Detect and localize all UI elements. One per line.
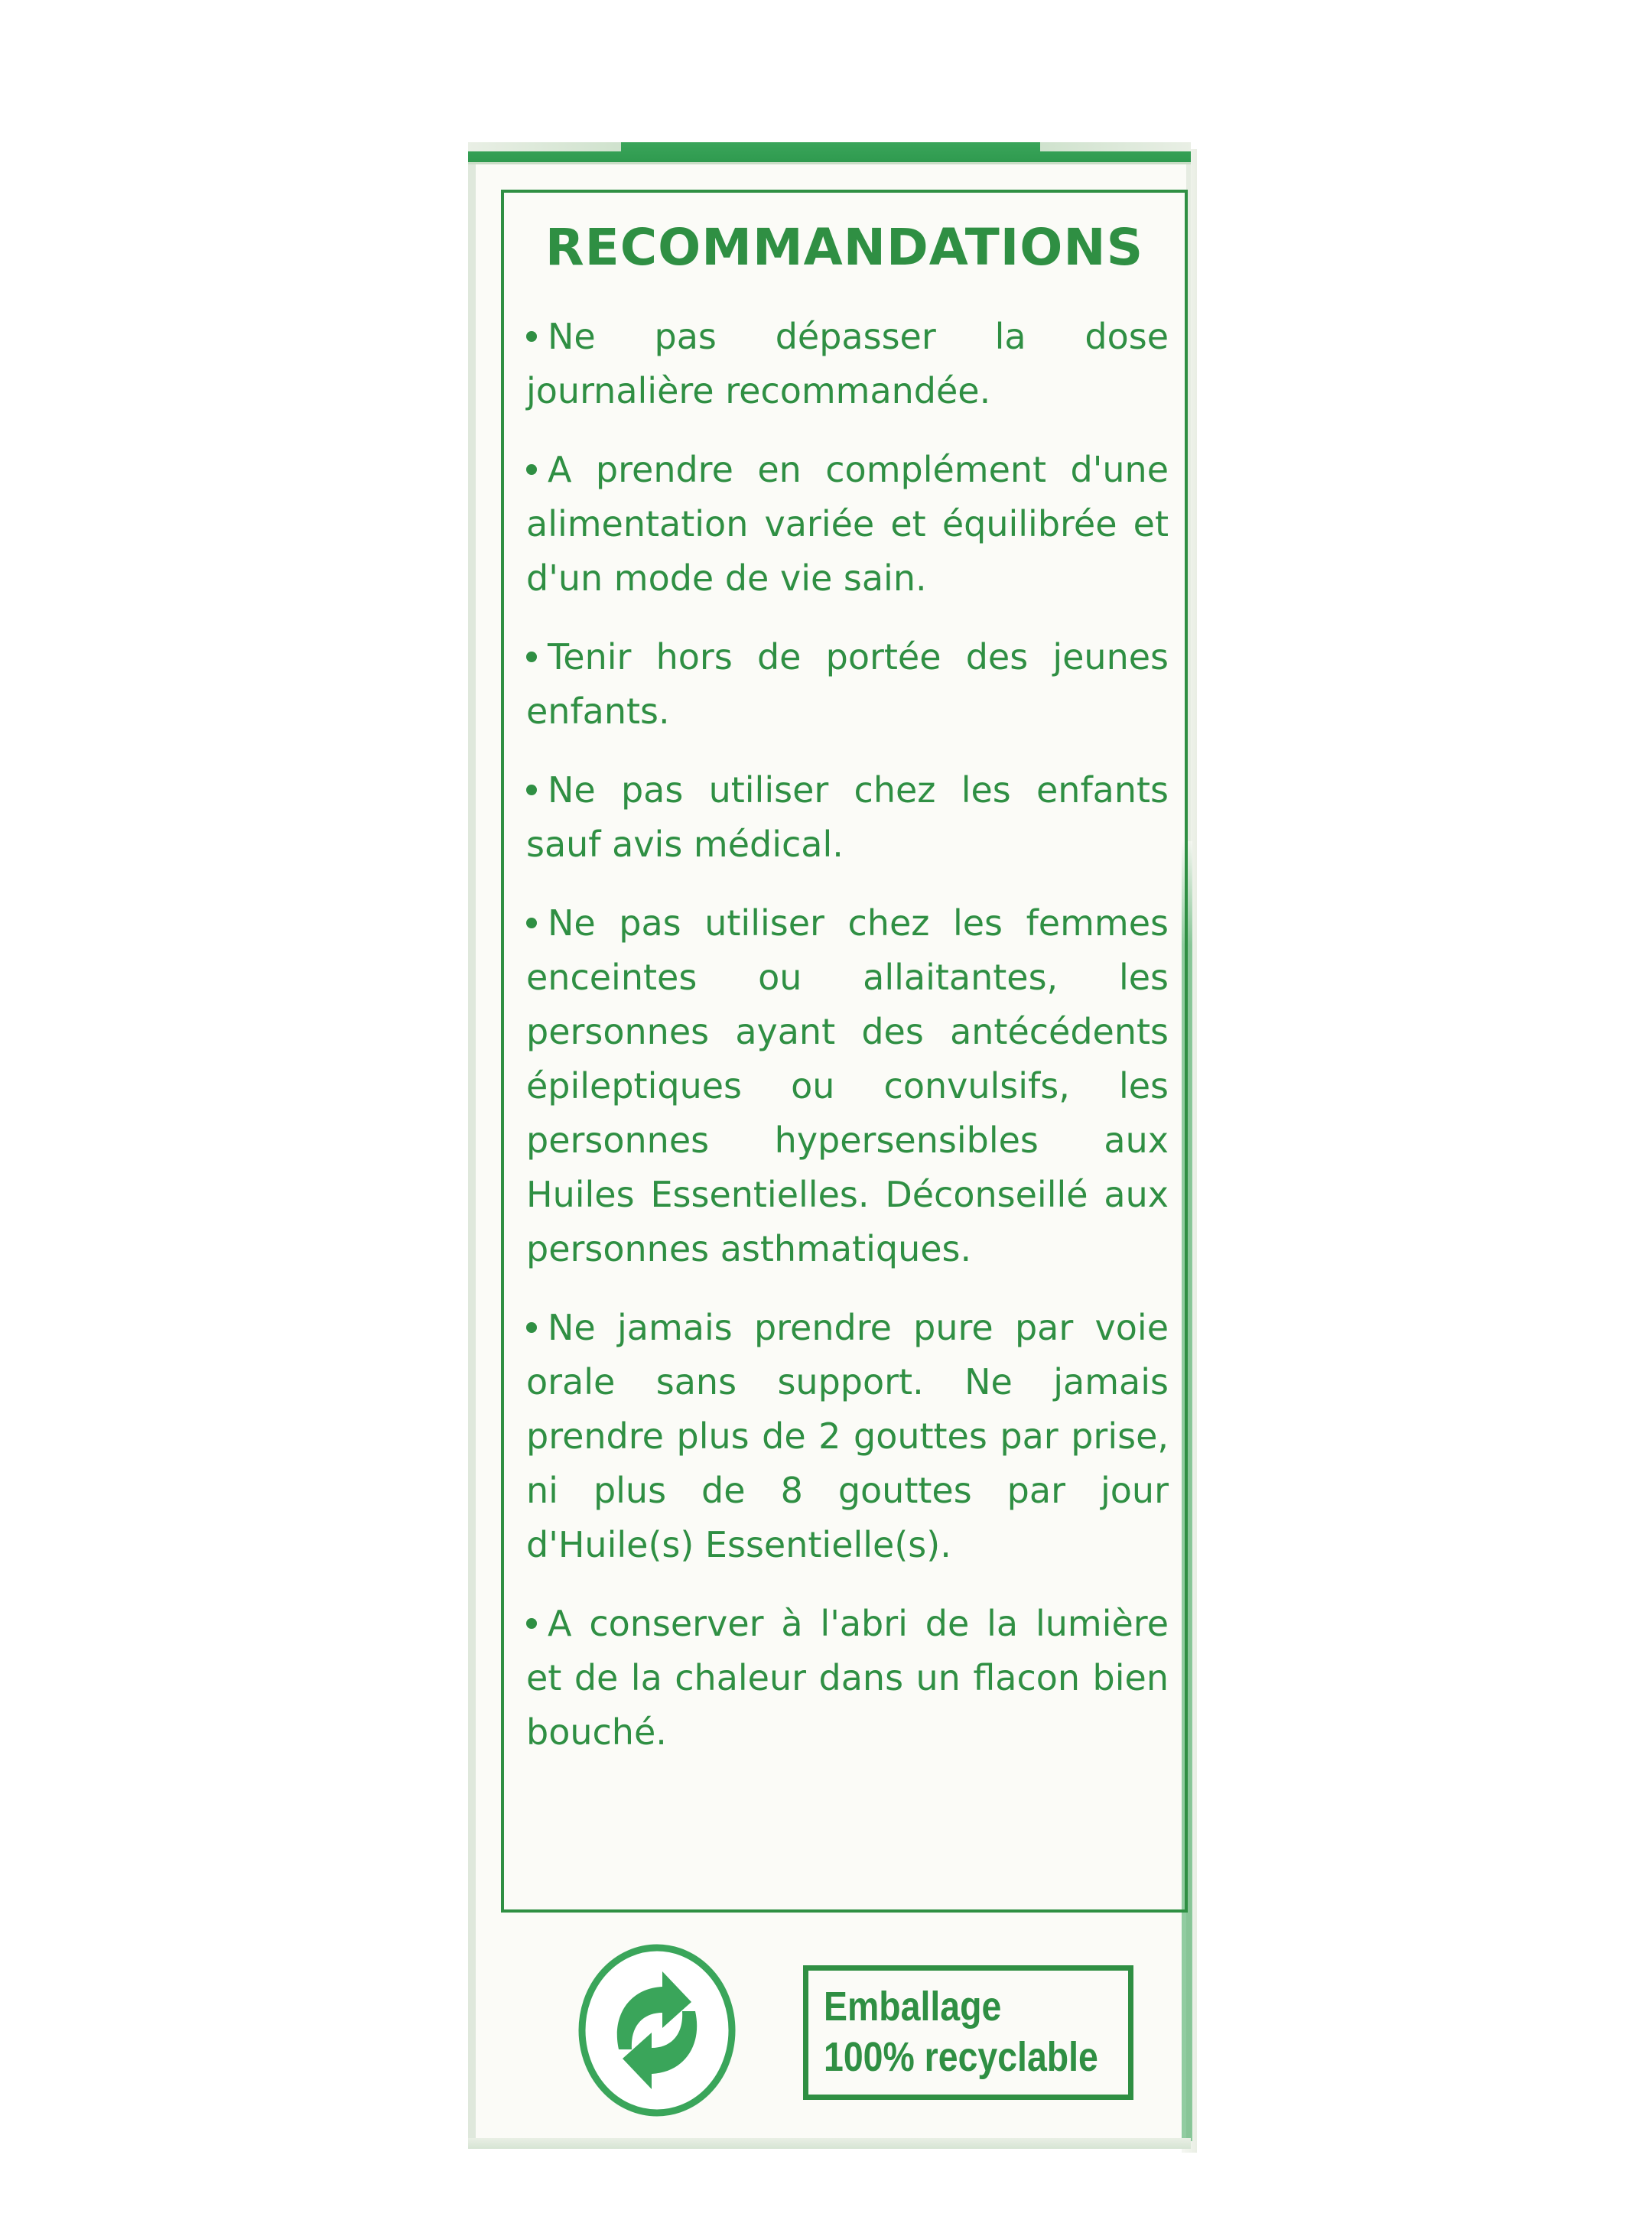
recommendation-text: Ne pas utiliser chez les femmes enceintes ou allaitantes, les personnes ayant des antécédents épileptiques ou convulsifs, les personnes hypersensibles aux Huiles Essentielles. Déconseillé aux personnes asthmatiques. — [526, 902, 1169, 1269]
recommendation-text: Tenir hors de portée des jeunes enfants. — [526, 636, 1169, 732]
green-dot-recycling-icon — [577, 1942, 737, 2118]
box-top-flap-edge-left — [468, 142, 621, 151]
bullet-icon — [526, 652, 537, 662]
bullet-icon — [526, 464, 537, 475]
bullet-icon — [526, 1322, 537, 1333]
badge-line-1: Emballage — [824, 1984, 1002, 2030]
bullet-icon — [526, 331, 537, 342]
recommendation-text: Ne pas utiliser chez les enfants sauf avis médical. — [526, 769, 1169, 865]
recommendation-item — [526, 763, 1169, 872]
recommendation-item — [526, 896, 1169, 1276]
recommendation-item — [526, 1597, 1169, 1760]
recyclable-packaging-badge — [803, 1965, 1133, 2100]
bullet-icon — [526, 918, 537, 928]
recommendation-item — [526, 1301, 1169, 1572]
recommendations-title: RECOMMANDATIONS — [545, 218, 1144, 277]
recommendation-text: A prendre en complément d'une alimentation variée et équilibrée et d'un mode de vie sain. — [526, 449, 1169, 599]
box-bottom-edge — [468, 2138, 1191, 2149]
recommendation-text: Ne pas dépasser la dose journalière recommandée. — [526, 316, 1169, 411]
badge-line-2: 100% recyclable — [824, 2034, 1098, 2080]
recommendation-text: Ne jamais prendre pure par voie orale sans support. Ne jamais prendre plus de 2 gouttes par prise, ni plus de 8 gouttes par jour d'Huile(s) Essentielle(s). — [526, 1307, 1169, 1565]
recommendation-item — [526, 310, 1169, 418]
bullet-icon — [526, 1618, 537, 1629]
recommendations-list — [526, 310, 1169, 1784]
bullet-icon — [526, 785, 537, 795]
box-top-flap-edge-right — [1040, 142, 1191, 151]
recommendation-item — [526, 630, 1169, 739]
recommendation-text: A conserver à l'abri de la lumière et de la chaleur dans un flacon bien bouché. — [526, 1603, 1169, 1753]
recommendation-item — [526, 443, 1169, 606]
